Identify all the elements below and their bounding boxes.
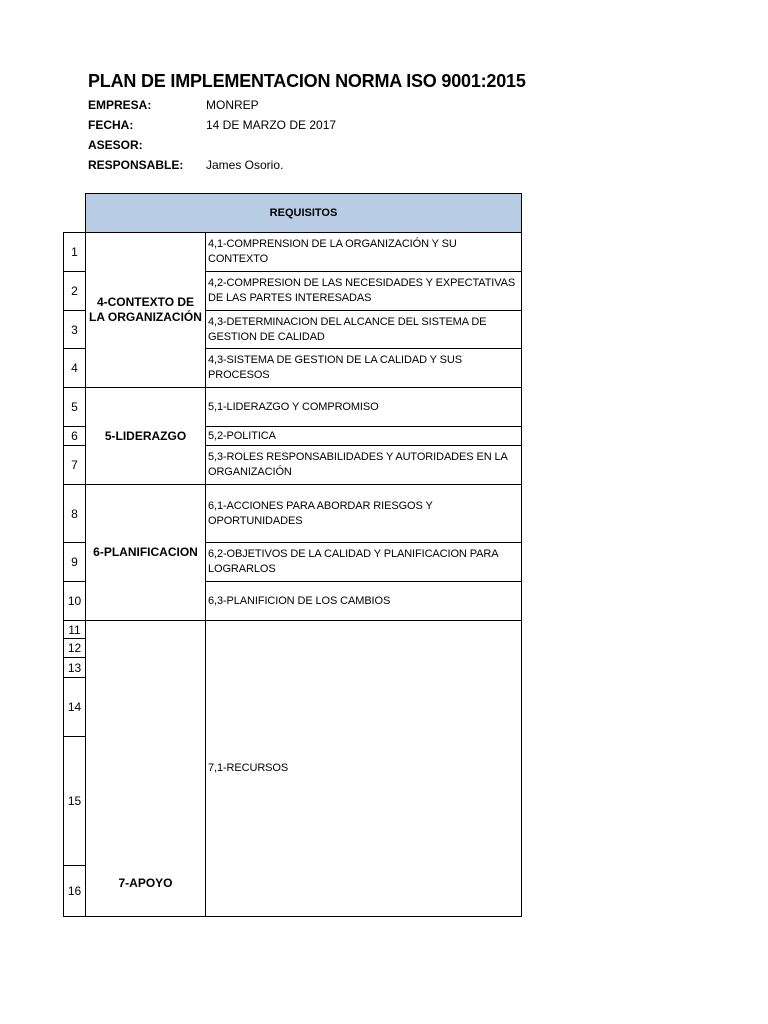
requirement-cell: 6,1-ACCIONES PARA ABORDAR RIESGOS Y OPORTUNIDADES (205, 484, 522, 543)
row-number: 7 (63, 445, 86, 485)
row-number: 12 (63, 638, 86, 658)
requirement-cell: 4,2-COMPRESION DE LAS NECESIDADES Y EXPECTATIVAS DE LAS PARTES INTERESADAS (205, 271, 522, 311)
requirement-cell: 4,3-DETERMINACION DEL ALCANCE DEL SISTEMA DE GESTION DE CALIDAD (205, 310, 522, 349)
row-number: 10 (63, 581, 86, 621)
row-number: 11 (63, 620, 86, 639)
requirement-cell: 5,1-LIDERAZGO Y COMPROMISO (205, 387, 522, 427)
group-apoyo: 7-APOYO (85, 620, 206, 917)
row-number: 1 (63, 232, 86, 272)
requirement-cell: 4,3-SISTEMA DE GESTION DE LA CALIDAD Y SUS PROCESOS (205, 348, 522, 388)
fecha-value: 14 DE MARZO DE 2017 (206, 118, 337, 132)
group-contexto: 4-CONTEXTO DE LA ORGANIZACIÓN (85, 232, 206, 388)
requirement-cell: 6,2-OBJETIVOS DE LA CALIDAD Y PLANIFICACION PARA LOGRARLOS (205, 542, 522, 582)
requirement-cell: 6,3-PLANIFICION DE LOS CAMBIOS (205, 581, 522, 621)
row-number: 14 (63, 677, 86, 737)
responsable-label: RESPONSABLE: (88, 158, 184, 172)
empresa-label: EMPRESA: (88, 98, 152, 112)
empresa-value: MONREP (206, 98, 259, 112)
row-number: 16 (63, 865, 86, 917)
asesor-label: ASESOR: (88, 138, 143, 152)
row-number: 5 (63, 387, 86, 427)
row-number: 8 (63, 484, 86, 543)
requirement-cell: 5,2-POLITICA (205, 426, 522, 446)
group-planificacion: 6-PLANIFICACION (85, 484, 206, 621)
requirement-cell: 5,3-ROLES RESPONSABILIDADES Y AUTORIDADES EN LA ORGANIZACIÓN (205, 445, 522, 485)
fecha-label: FECHA: (88, 118, 134, 132)
requirement-cell: 4,1-COMPRENSION DE LA ORGANIZACIÓN Y SU CONTEXTO (205, 232, 522, 272)
requirement-cell: 7,1-RECURSOS (205, 620, 522, 917)
row-number: 6 (63, 426, 86, 446)
row-number: 9 (63, 542, 86, 582)
row-number: 3 (63, 310, 86, 349)
requisitos-header: REQUISITOS (85, 193, 522, 233)
responsable-value: James Osorio. (206, 158, 284, 172)
row-number: 4 (63, 348, 86, 388)
row-number: 13 (63, 657, 86, 678)
row-number: 15 (63, 736, 86, 866)
row-number: 2 (63, 271, 86, 311)
page-title: PLAN DE IMPLEMENTACION NORMA ISO 9001:2015 (88, 71, 526, 91)
group-liderazgo: 5-LIDERAZGO (85, 387, 206, 485)
